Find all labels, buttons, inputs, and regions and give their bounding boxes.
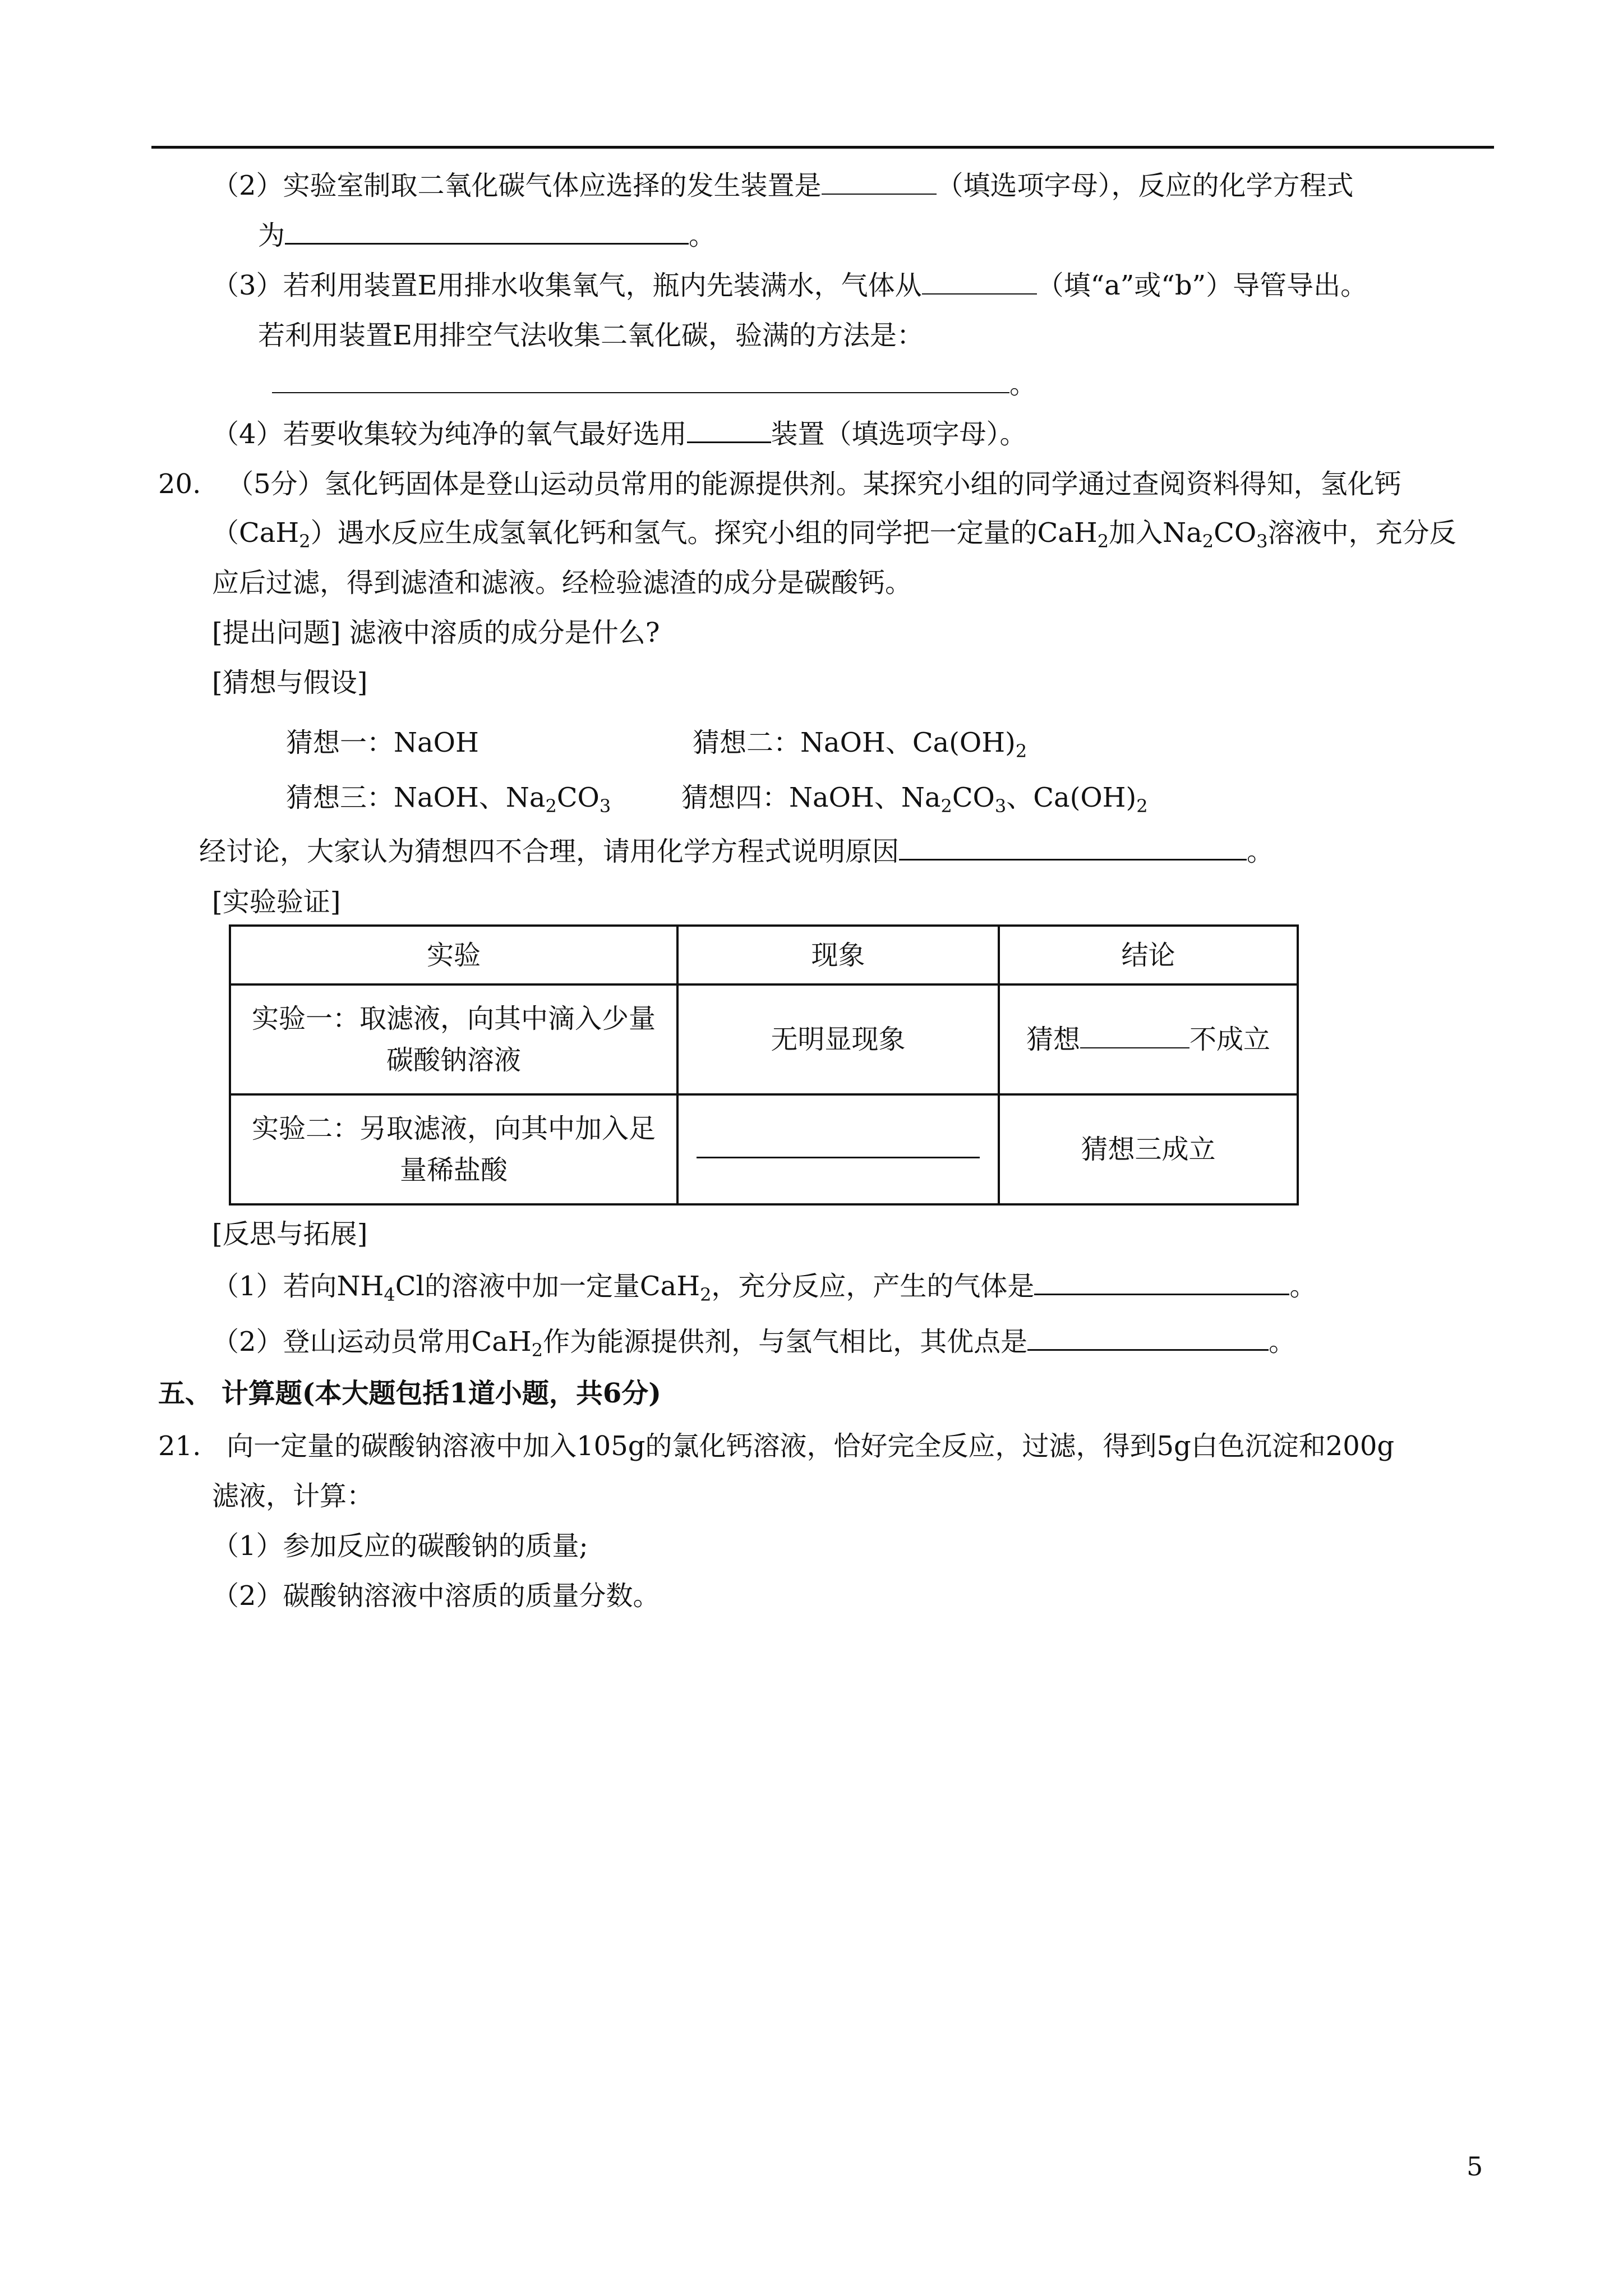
- q19-part4-text-cont: 装置（填选项字母）。: [771, 418, 1027, 450]
- answer-blank[interactable]: [822, 171, 937, 195]
- answer-blank[interactable]: [697, 1134, 980, 1158]
- q20-discussion: [199, 835, 1274, 868]
- q20-line1: [158, 467, 1401, 501]
- row2-experiment-line1: 实验二：另取滤液，向其中加入足: [251, 1113, 656, 1144]
- q20-text: 加入Na: [1109, 517, 1202, 549]
- subscript: 4: [384, 1284, 395, 1305]
- subscript: 2: [299, 531, 311, 552]
- row2-phenomenon: [677, 1094, 999, 1204]
- row1-conclusion: [999, 984, 1298, 1094]
- hypothesis-4-text: 猜想四：NaOH、Na: [681, 782, 941, 813]
- q20-text: CO: [1214, 517, 1257, 549]
- answer-blank[interactable]: [272, 370, 1009, 393]
- row1-conclusion-text: 猜想: [1026, 1024, 1080, 1055]
- q19-part2-line1: [212, 169, 1354, 203]
- section-heading: 五、 计算题(本大题包括1道小题，共6分): [158, 1378, 661, 1409]
- q21-line2: 滤液，计算：: [212, 1480, 374, 1512]
- row1-experiment-line2: 碳酸钠溶液: [386, 1045, 521, 1076]
- header-rule: [151, 146, 1494, 149]
- q20-text: ）遇水反应生成氢氧化钙和氢气。探究小组的同学把一定量的CaH: [310, 517, 1098, 549]
- q19-part2-end: 。: [689, 220, 716, 251]
- answer-blank[interactable]: [285, 220, 689, 245]
- hypothesis-1: 猜想一：NaOH: [286, 727, 479, 758]
- question-number: 21.: [158, 1430, 201, 1462]
- subscript: 2: [700, 1284, 712, 1305]
- row1-experiment-line1: 实验一：取滤液，向其中滴入少量: [251, 1003, 656, 1034]
- reflect-2-text: （2）登山运动员常用CaH: [212, 1326, 532, 1358]
- subscript: 2: [1136, 795, 1148, 817]
- q20-line3: 应后过滤，得到滤渣和滤液。经检验滤渣的成分是碳酸钙。: [212, 567, 912, 599]
- subscript: 3: [599, 795, 611, 817]
- subscript: 2: [531, 1340, 543, 1361]
- header-experiment: 实验: [230, 926, 677, 984]
- row2-experiment: [230, 1094, 677, 1204]
- hypothesis-2: [693, 726, 1027, 760]
- row1-experiment: [230, 984, 677, 1094]
- q20-hypothesis-title: [猜想与假设]: [212, 667, 368, 698]
- row1-phenomenon: 无明显现象: [677, 984, 999, 1094]
- reflect-2-text: 作为能源提供剂，与氢气相比，其优点是: [543, 1326, 1028, 1358]
- subscript: 2: [545, 795, 557, 817]
- q20-reflect-2: [212, 1325, 1295, 1359]
- q19-part2-prefix: 为: [258, 220, 285, 251]
- discussion-end: 。: [1247, 836, 1274, 867]
- header-conclusion: 结论: [999, 926, 1298, 984]
- q19-part2-text-cont: （填选项字母），反应的化学方程式: [936, 170, 1354, 201]
- q21-sub2: （2）碳酸钠溶液中溶质的质量分数。: [212, 1580, 660, 1612]
- answer-blank[interactable]: [1080, 1025, 1189, 1048]
- answer-blank[interactable]: [922, 271, 1037, 295]
- q19-part3-line2: 若利用装置E用排空气法收集二氧化碳，验满的方法是：: [258, 320, 924, 351]
- table-row: [230, 984, 1298, 1094]
- q20-line2: [212, 516, 1456, 550]
- subscript: 3: [1256, 531, 1268, 552]
- answer-blank[interactable]: [687, 419, 771, 443]
- q19-part3-line1: [212, 269, 1367, 302]
- answer-blank[interactable]: [1034, 1271, 1289, 1295]
- q20-text: 溶液中，充分反: [1267, 517, 1456, 549]
- subscript: 2: [1097, 531, 1109, 552]
- q21-text: 向一定量的碳酸钠溶液中加入105g的氯化钙溶液，恰好完全反应，过滤，得到5g白色沉淀和200g: [227, 1430, 1395, 1462]
- q20-reflect-title: [反思与拓展]: [212, 1218, 368, 1250]
- q20-reflect-1: [212, 1269, 1316, 1303]
- q19-part3-end: 。: [1009, 369, 1037, 400]
- hypothesis-4-text: 、Ca(OH): [1006, 782, 1137, 813]
- reflect-1-text: ，充分反应，产生的气体是: [711, 1271, 1035, 1302]
- table-row: [230, 1094, 1298, 1204]
- discussion-text: 经讨论，大家认为猜想四不合理，请用化学方程式说明原因: [199, 836, 900, 867]
- subscript: 2: [940, 795, 952, 817]
- answer-blank[interactable]: [1027, 1327, 1269, 1351]
- subscript: 3: [994, 795, 1007, 817]
- header-phenomenon: 现象: [677, 926, 999, 984]
- q20-intro: （5分）氢化钙固体是登山运动员常用的能源提供剂。某探究小组的同学通过查阅资料得知，氢化钙: [227, 468, 1401, 500]
- q20-verify-title: [实验验证]: [212, 886, 341, 918]
- q21-line1: [158, 1429, 1394, 1463]
- answer-blank[interactable]: [899, 836, 1247, 861]
- row1-conclusion-text: 不成立: [1189, 1024, 1271, 1055]
- hypothesis-2-text: 猜想二：NaOH、Ca(OH): [693, 727, 1016, 758]
- subscript: 2: [1202, 531, 1214, 552]
- q19-part2-line2: [258, 219, 716, 252]
- reflect-1-text: Cl的溶液中加一定量CaH: [395, 1271, 700, 1302]
- q20-question: [提出问题] 滤液中溶质的成分是什么?: [212, 617, 660, 648]
- row2-conclusion: 猜想三成立: [999, 1094, 1298, 1204]
- row2-experiment-line2: 量稀盐酸: [399, 1154, 508, 1186]
- page-number: 5: [1467, 2151, 1483, 2182]
- reflect-1-text: （1）若向NH: [212, 1271, 384, 1302]
- q19-part3-text: （3）若利用装置E用排水收集氧气，瓶内先装满水，气体从: [212, 270, 922, 301]
- experiment-table: [229, 924, 1299, 1205]
- q19-part3-line3: [272, 367, 1036, 401]
- hypothesis-3: [286, 781, 611, 815]
- q19-part4-line: [212, 417, 1027, 451]
- reflect-1-end: 。: [1289, 1271, 1317, 1302]
- q19-part4-text: （4）若要收集较为纯净的氧气最好选用: [212, 418, 687, 450]
- subscript: 2: [1015, 740, 1027, 762]
- q19-part2-text: （2）实验室制取二氧化碳气体应选择的发生装置是: [212, 170, 822, 201]
- hypothesis-3-text: 猜想三：NaOH、Na: [286, 782, 546, 813]
- hypothesis-4: [681, 781, 1148, 815]
- hypothesis-3-text: CO: [556, 782, 600, 813]
- q19-part3-text-cont: （填“a”或“b”）导管导出。: [1036, 270, 1368, 301]
- reflect-2-end: 。: [1269, 1326, 1296, 1358]
- q21-sub1: （1）参加反应的碳酸钠的质量;: [212, 1530, 588, 1562]
- question-number: 20.: [158, 468, 201, 500]
- table-header-row: [230, 926, 1298, 984]
- q20-text: （CaH: [212, 517, 299, 549]
- hypothesis-4-text: CO: [952, 782, 995, 813]
